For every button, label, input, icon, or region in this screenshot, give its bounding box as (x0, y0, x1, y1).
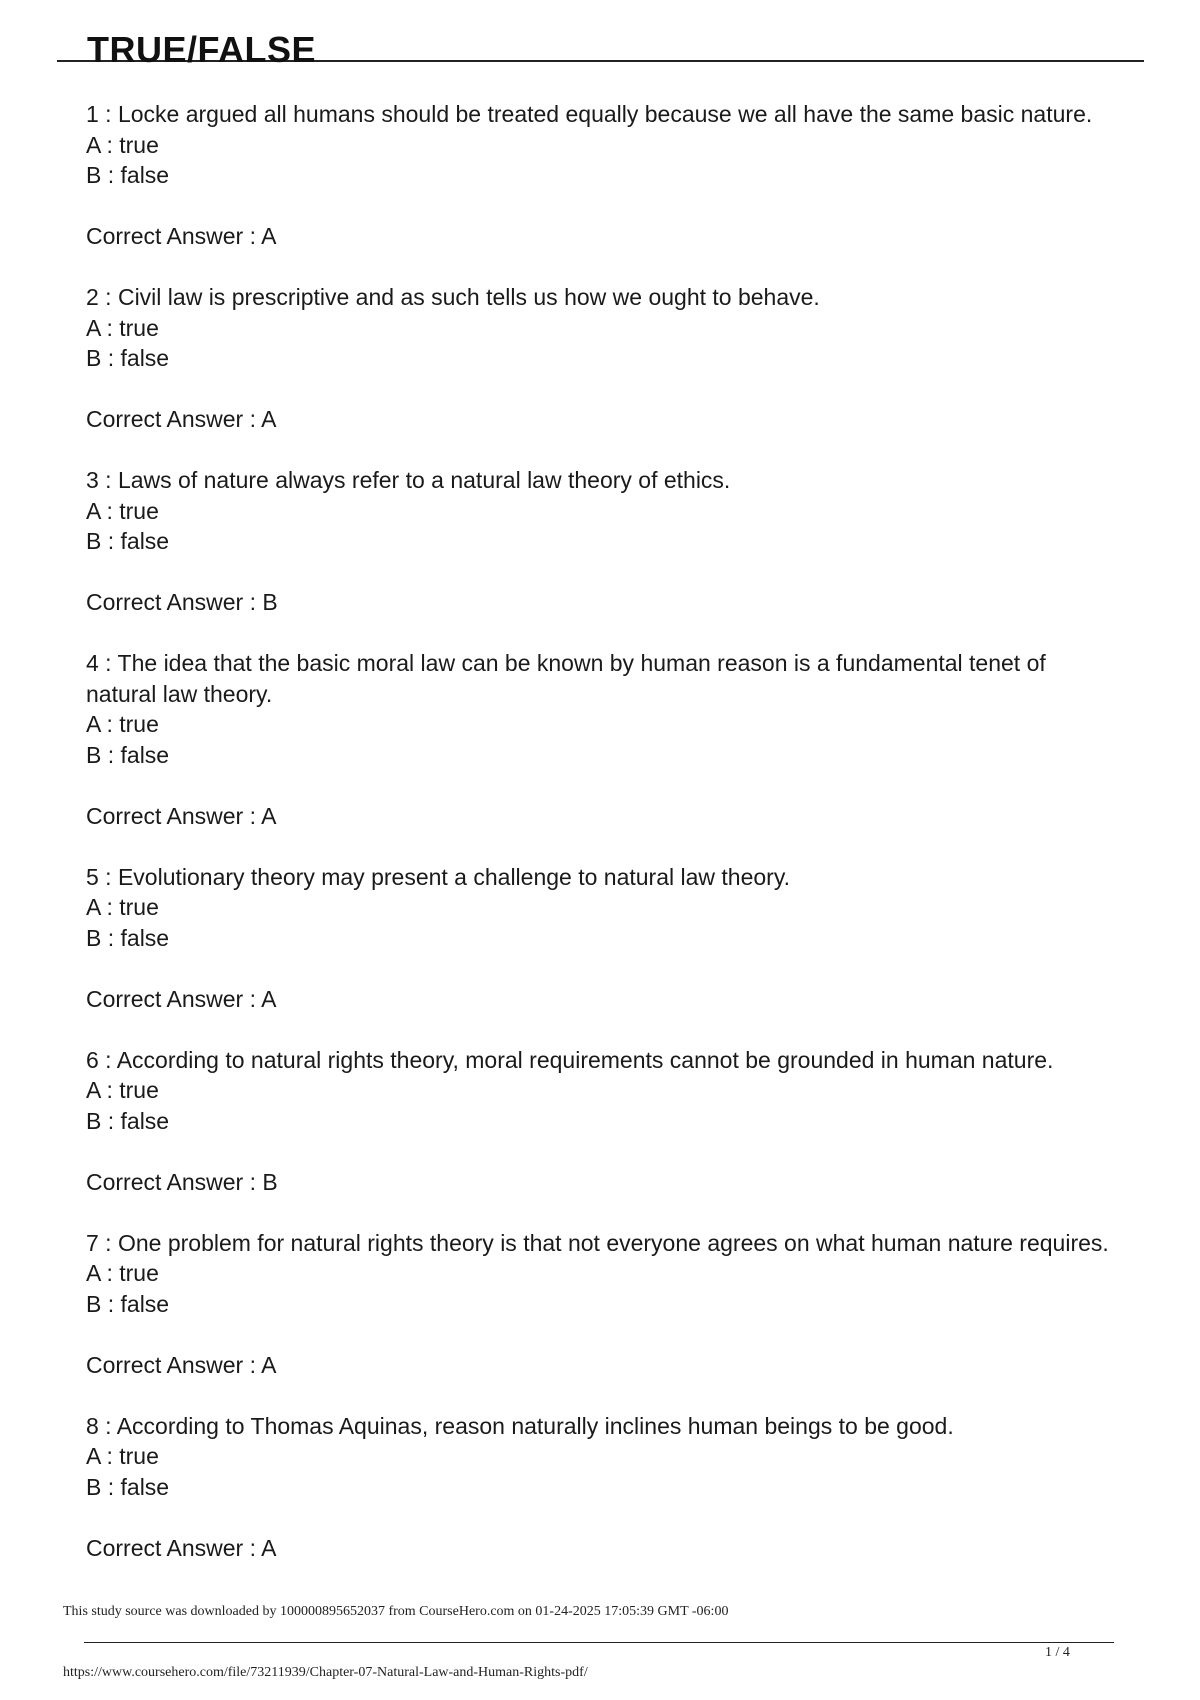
option-b: B : false (86, 528, 170, 554)
question-text: 3 : Laws of nature always refer to a natural law theory of ethics. (86, 467, 731, 493)
option-b: B : false (86, 345, 170, 371)
correct-answer: Correct Answer : A (86, 802, 277, 829)
correct-answer: Correct Answer : A (86, 223, 277, 249)
correct-answer: Correct Answer : B (86, 1168, 278, 1195)
option-b: B : false (86, 1473, 170, 1500)
question-text: 2 : Civil law is prescriptive and as such tells us how we ought to behave. (86, 284, 820, 310)
option-a: A : true (86, 894, 159, 920)
question-text: 1 : Locke argued all humans should be treated equally because we all have the same basic nature. (86, 101, 1093, 127)
question-item (86, 1411, 1116, 1564)
option-b: B : false (86, 162, 170, 188)
question-text: 6 : According to natural rights theory, moral requirements cannot be grounded in human nature. (86, 1046, 1054, 1073)
question-list (86, 99, 1116, 1594)
option-b: B : false (86, 741, 170, 768)
correct-answer: Correct Answer : A (86, 1534, 277, 1561)
correct-answer: Correct Answer : A (86, 1351, 277, 1378)
option-b: B : false (86, 924, 170, 951)
option-a: A : true (86, 1260, 159, 1286)
page-number: 1 / 4 (1045, 1645, 1070, 1660)
download-source-notice: This study source was downloaded by 100000895652037 from CourseHero.com on 01-24-2025 17:05:39 GMT -06:00 (63, 1604, 729, 1619)
option-a: A : true (86, 1443, 159, 1469)
option-a: A : true (86, 314, 159, 341)
question-item (86, 282, 1116, 435)
section-header (57, 28, 1144, 70)
question-item (86, 648, 1116, 831)
option-a: A : true (86, 1077, 159, 1103)
question-text: 8 : According to Thomas Aquinas, reason naturally inclines human beings to be good. (86, 1412, 954, 1439)
option-b: B : false (86, 1107, 170, 1134)
source-url: https://www.coursehero.com/file/73211939/Chapter-07-Natural-Law-and-Human-Rights-pdf/ (63, 1665, 588, 1680)
question-text: 4 : The idea that the basic moral law can be known by human reason is a fundamental tenet of natural law theory. (86, 650, 1046, 707)
footer-divider (84, 1642, 1114, 1643)
option-a: A : true (86, 131, 159, 158)
question-item (86, 862, 1116, 1015)
question-text: 7 : One problem for natural rights theory is that not everyone agrees on what human nature requires. (86, 1229, 1109, 1256)
correct-answer: Correct Answer : B (86, 589, 278, 615)
question-item (86, 1045, 1116, 1198)
option-b: B : false (86, 1290, 170, 1317)
question-text: 5 : Evolutionary theory may present a challenge to natural law theory. (86, 863, 791, 890)
option-a: A : true (86, 497, 159, 524)
question-item (86, 465, 1116, 618)
correct-answer: Correct Answer : A (86, 406, 277, 432)
correct-answer: Correct Answer : A (86, 985, 277, 1012)
question-item (86, 99, 1116, 252)
option-a: A : true (86, 711, 159, 737)
section-title: TRUE/FALSE (87, 29, 317, 70)
question-item (86, 1228, 1116, 1381)
